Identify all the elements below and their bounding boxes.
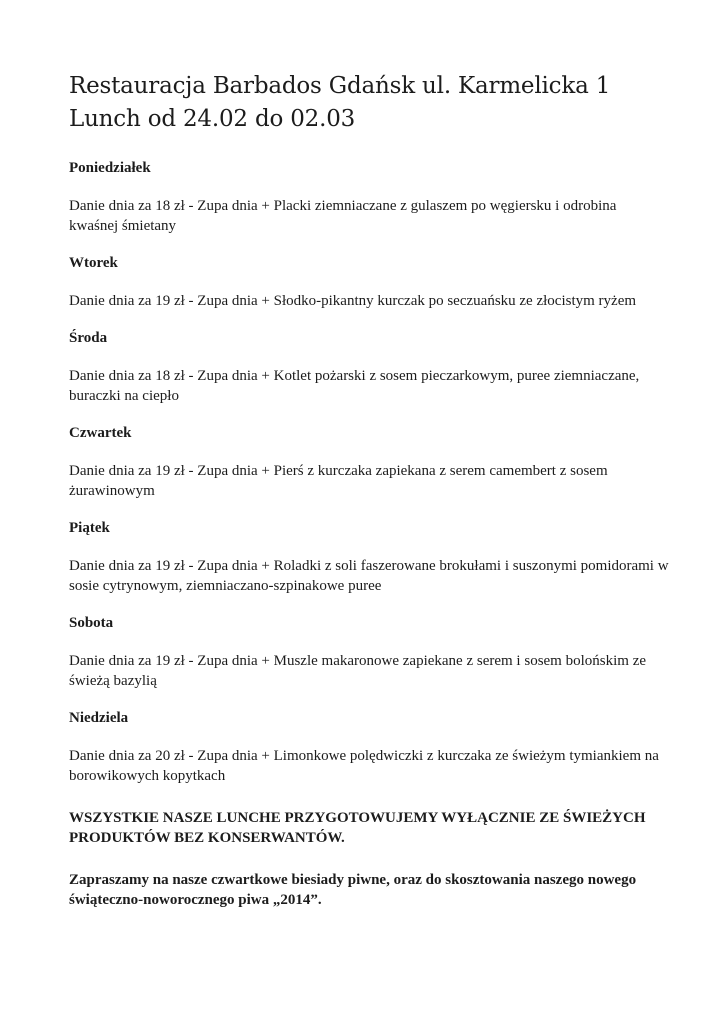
day-sunday — [69, 708, 669, 786]
day-dish: Danie dnia za 19 zł - Zupa dnia + Muszle makaronowe zapiekane z serem i sosem bolońskim ze świeżą bazylią — [69, 653, 647, 689]
menu-page — [69, 70, 669, 932]
fresh-products-notice: WSZYSTKIE NASZE LUNCHE PRZYGOTOWUJEMY WYŁĄCZNIE ZE ŚWIEŻYCH PRODUKTÓW BEZ KONSERWANTÓW. — [69, 810, 646, 846]
day-name: Wtorek — [69, 255, 118, 271]
day-wednesday — [69, 328, 669, 406]
day-dish: Danie dnia za 18 zł - Zupa dnia + Kotlet pożarski z sosem pieczarkowym, puree ziemniaczane, buraczki na ciepło — [69, 368, 640, 404]
day-name: Czwartek — [69, 425, 132, 441]
title-restaurant: Restauracja Barbados Gdańsk ul. Karmelicka 1 — [69, 73, 611, 99]
weekly-menu — [69, 158, 669, 786]
beer-invitation: Zapraszamy na nasze czwartkowe biesiady piwne, oraz do skosztowania naszego nowego świąteczno-noworocznego piwa „2014”. — [69, 872, 637, 908]
day-friday — [69, 518, 669, 596]
day-name: Środa — [69, 330, 108, 346]
page-title — [69, 70, 669, 136]
day-dish: Danie dnia za 18 zł - Zupa dnia + Placki ziemniaczane z gulaszem po węgiersku i odrobina kwaśnej śmietany — [69, 198, 617, 234]
day-saturday — [69, 613, 669, 691]
day-name: Sobota — [69, 615, 114, 631]
day-thursday — [69, 423, 669, 501]
menu-notes — [69, 808, 669, 910]
day-dish: Danie dnia za 19 zł - Zupa dnia + Słodko-pikantny kurczak po seczuańsku ze złocistym ryżem — [69, 293, 637, 309]
day-name: Piątek — [69, 520, 110, 536]
day-tuesday — [69, 253, 669, 311]
day-dish: Danie dnia za 20 zł - Zupa dnia + Limonkowe polędwiczki z kurczaka ze świeżym tymiankiem na borowikowych kopytkach — [69, 748, 659, 784]
day-dish: Danie dnia za 19 zł - Zupa dnia + Roladki z soli faszerowane brokułami i suszonymi pomidorami w sosie cytrynowym, ziemniaczano-szpinakowe puree — [69, 558, 669, 594]
day-name: Poniedziałek — [69, 160, 151, 176]
day-name: Niedziela — [69, 710, 129, 726]
day-monday — [69, 158, 669, 236]
day-dish: Danie dnia za 19 zł - Zupa dnia + Pierś z kurczaka zapiekana z serem camembert z sosem żurawinowym — [69, 463, 608, 499]
title-lunch-dates: Lunch od 24.02 do 02.03 — [69, 106, 356, 132]
